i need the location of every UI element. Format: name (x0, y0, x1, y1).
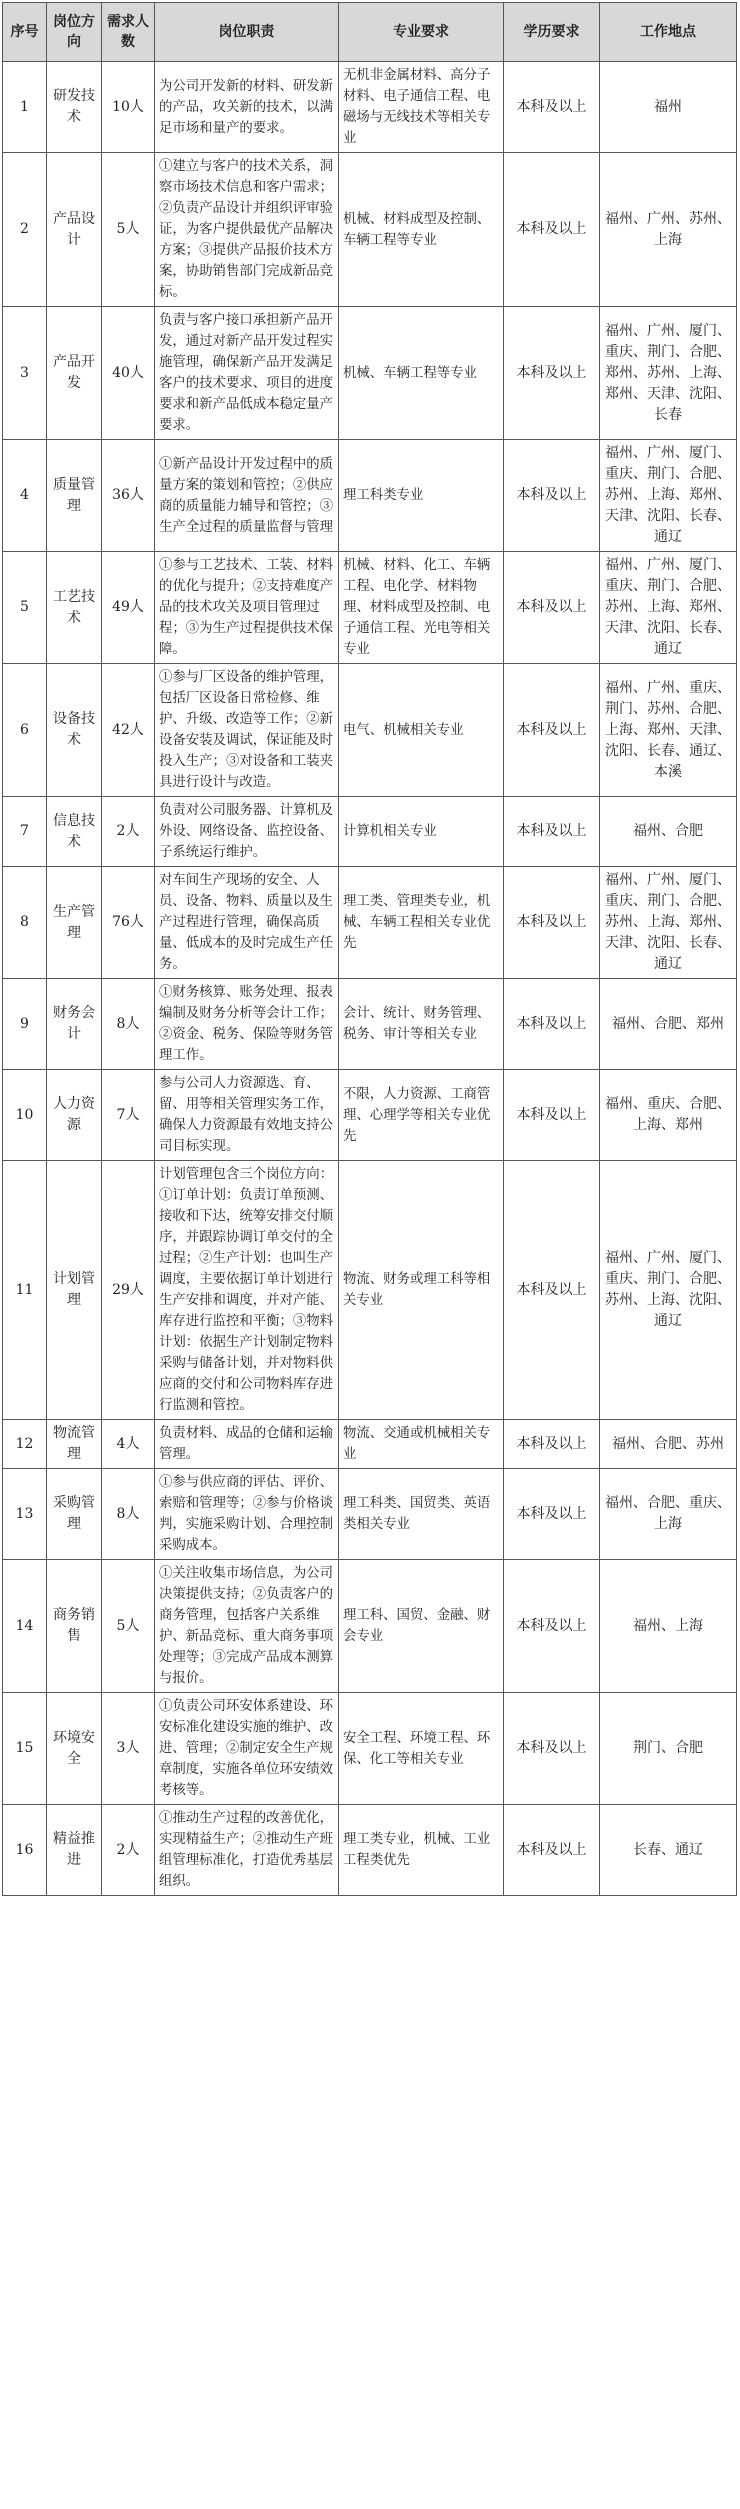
row-location: 长春、通辽 (600, 1805, 737, 1896)
row-major: 物流、财务或理工科等相关专业 (339, 1161, 504, 1420)
row-count: 29人 (102, 1161, 155, 1420)
row-num: 1 (3, 62, 47, 153)
row-major: 会计、统计、财务管理、税务、审计等相关专业 (339, 979, 504, 1070)
row-location: 福州、上海 (600, 1560, 737, 1693)
row-major: 安全工程、环境工程、环保、化工等相关专业 (339, 1693, 504, 1805)
header-num: 序号 (3, 3, 47, 62)
row-duties: 负责对公司服务器、计算机及外设、网络设备、监控设备、子系统运行维护。 (155, 797, 339, 867)
row-education: 本科及以上 (504, 664, 600, 797)
row-direction: 物流管理 (47, 1420, 102, 1469)
row-education: 本科及以上 (504, 1560, 600, 1693)
row-duties: ①关注收集市场信息，为公司决策提供支持；②负责客户的商务管理，包括客户关系维护、新品竞标、重大商务事项处理等；③完成产品成本测算与报价。 (155, 1560, 339, 1693)
row-location: 福州、合肥、苏州 (600, 1420, 737, 1469)
header-location: 工作地点 (600, 3, 737, 62)
row-direction: 设备技术 (47, 664, 102, 797)
table-row (3, 1070, 737, 1161)
row-education: 本科及以上 (504, 552, 600, 664)
header-row (3, 3, 737, 62)
row-education: 本科及以上 (504, 867, 600, 979)
row-duties: ①负责公司环安体系建设、环安标准化建设实施的维护、改进、管理；②制定安全生产规章制度，实施各单位环安绩效考核等。 (155, 1693, 339, 1805)
row-duties: 计划管理包含三个岗位方向：①订单计划：负责订单预测、接收和下达，统筹安排交付顺序，并跟踪协调订单交付的全过程；②生产计划：也叫生产调度，主要依据订单计划进行生产安排和调度，并对产能、库存进行监控和平衡；③物料计划：依据生产计划制定物料采购与储备计划，并对物料供应商的交付和公司物料库存进行监测和管控。 (155, 1161, 339, 1420)
row-major: 不限，人力资源、工商管理、心理学等相关专业优先 (339, 1070, 504, 1161)
row-location: 福州、广州、苏州、上海 (600, 153, 737, 307)
table-row (3, 979, 737, 1070)
row-num: 2 (3, 153, 47, 307)
row-direction: 产品开发 (47, 307, 102, 440)
row-location: 福州、广州、厦门、重庆、荆门、合肥、苏州、上海、郑州、天津、沈阳、长春、通辽 (600, 867, 737, 979)
table-row (3, 1805, 737, 1896)
row-count: 76人 (102, 867, 155, 979)
row-major: 理工科类专业 (339, 440, 504, 552)
row-major: 机械、材料、化工、车辆工程、电化学、材料物理、材料成型及控制、电子通信工程、光电等相关专业 (339, 552, 504, 664)
row-direction: 信息技术 (47, 797, 102, 867)
table-row (3, 307, 737, 440)
row-direction: 精益推进 (47, 1805, 102, 1896)
row-count: 5人 (102, 153, 155, 307)
row-count: 8人 (102, 1469, 155, 1560)
row-count: 2人 (102, 1805, 155, 1896)
table-row (3, 664, 737, 797)
table-row (3, 1693, 737, 1805)
row-major: 理工科、国贸、金融、财会专业 (339, 1560, 504, 1693)
row-num: 11 (3, 1161, 47, 1420)
table-row (3, 1161, 737, 1420)
row-count: 4人 (102, 1420, 155, 1469)
row-duties: ①参与供应商的评估、评价、索赔和管理等；②参与价格谈判，实施采购计划、合理控制采购成本。 (155, 1469, 339, 1560)
row-direction: 产品设计 (47, 153, 102, 307)
row-num: 8 (3, 867, 47, 979)
row-duties: 负责材料、成品的仓储和运输管理。 (155, 1420, 339, 1469)
row-count: 10人 (102, 62, 155, 153)
row-count: 40人 (102, 307, 155, 440)
row-direction: 财务会计 (47, 979, 102, 1070)
row-count: 3人 (102, 1693, 155, 1805)
row-education: 本科及以上 (504, 1420, 600, 1469)
row-duties: ①推动生产过程的改善优化，实现精益生产；②推动生产班组管理标准化，打造优秀基层组织。 (155, 1805, 339, 1896)
row-location: 福州、合肥、重庆、上海 (600, 1469, 737, 1560)
row-education: 本科及以上 (504, 1805, 600, 1896)
table-row (3, 867, 737, 979)
table-row (3, 440, 737, 552)
header-count: 需求人数 (102, 3, 155, 62)
header-duties: 岗位职责 (155, 3, 339, 62)
row-duties: 对车间生产现场的安全、人员、设备、物料、质量以及生产过程进行管理，确保高质量、低成本的及时完成生产任务。 (155, 867, 339, 979)
row-major: 理工类专业，机械、工业工程类优先 (339, 1805, 504, 1896)
table-row (3, 62, 737, 153)
row-duties: 为公司开发新的材料、研发新的产品，攻关新的技术，以满足市场和量产的要求。 (155, 62, 339, 153)
row-duties: ①新产品设计开发过程中的质量方案的策划和管控；②供应商的质量能力辅导和管控；③生产全过程的质量监督与管理 (155, 440, 339, 552)
row-count: 5人 (102, 1560, 155, 1693)
row-major: 机械、材料成型及控制、车辆工程等专业 (339, 153, 504, 307)
row-direction: 环境安全 (47, 1693, 102, 1805)
row-count: 42人 (102, 664, 155, 797)
row-count: 36人 (102, 440, 155, 552)
row-num: 16 (3, 1805, 47, 1896)
row-education: 本科及以上 (504, 1469, 600, 1560)
row-num: 13 (3, 1469, 47, 1560)
header-direction: 岗位方向 (47, 3, 102, 62)
row-num: 7 (3, 797, 47, 867)
table-row (3, 552, 737, 664)
row-direction: 质量管理 (47, 440, 102, 552)
row-num: 5 (3, 552, 47, 664)
table-row (3, 1560, 737, 1693)
row-location: 福州、广州、厦门、重庆、荆门、合肥、苏州、上海、沈阳、通辽 (600, 1161, 737, 1420)
row-education: 本科及以上 (504, 307, 600, 440)
row-education: 本科及以上 (504, 1161, 600, 1420)
row-location: 荆门、合肥 (600, 1693, 737, 1805)
row-duties: ①建立与客户的技术关系，洞察市场技术信息和客户需求；②负责产品设计并组织评审验证，为客户提供最优产品解决方案；③提供产品报价技术方案，协助销售部门完成新品竞标。 (155, 153, 339, 307)
header-education: 学历要求 (504, 3, 600, 62)
recruitment-table (2, 2, 737, 1896)
table-row (3, 153, 737, 307)
header-major: 专业要求 (339, 3, 504, 62)
row-education: 本科及以上 (504, 153, 600, 307)
row-num: 12 (3, 1420, 47, 1469)
row-education: 本科及以上 (504, 1070, 600, 1161)
row-location: 福州、合肥 (600, 797, 737, 867)
row-education: 本科及以上 (504, 440, 600, 552)
row-major: 电气、机械相关专业 (339, 664, 504, 797)
row-education: 本科及以上 (504, 62, 600, 153)
row-num: 3 (3, 307, 47, 440)
row-direction: 研发技术 (47, 62, 102, 153)
row-num: 10 (3, 1070, 47, 1161)
row-direction: 采购管理 (47, 1469, 102, 1560)
row-major: 机械、车辆工程等专业 (339, 307, 504, 440)
row-major: 无机非金属材料、高分子材料、电子通信工程、电磁场与无线技术等相关专业 (339, 62, 504, 153)
row-num: 9 (3, 979, 47, 1070)
row-count: 8人 (102, 979, 155, 1070)
row-num: 6 (3, 664, 47, 797)
row-location: 福州、广州、厦门、重庆、荆门、合肥、苏州、上海、郑州、天津、沈阳、长春、通辽 (600, 440, 737, 552)
row-location: 福州、广州、厦门、重庆、荆门、合肥、郑州、苏州、上海、郑州、天津、沈阳、长春 (600, 307, 737, 440)
table-row (3, 1420, 737, 1469)
row-location: 福州、合肥、郑州 (600, 979, 737, 1070)
row-direction: 计划管理 (47, 1161, 102, 1420)
row-duties: ①参与工艺技术、工装、材料的优化与提升；②支持难度产品的技术攻关及项目管理过程；③为生产过程提供技术保障。 (155, 552, 339, 664)
row-major: 理工科类、国贸类、英语类相关专业 (339, 1469, 504, 1560)
row-direction: 商务销售 (47, 1560, 102, 1693)
row-num: 4 (3, 440, 47, 552)
row-duties: ①参与厂区设备的维护管理，包括厂区设备日常检修、维护、升级、改造等工作；②新设备安装及调试，保证能及时投入生产；③对设备和工装夹具进行设计与改造。 (155, 664, 339, 797)
row-location: 福州、广州、重庆、荆门、苏州、合肥、上海、郑州、天津、沈阳、长春、通辽、本溪 (600, 664, 737, 797)
row-education: 本科及以上 (504, 979, 600, 1070)
row-education: 本科及以上 (504, 1693, 600, 1805)
row-duties: ①财务核算、账务处理、报表编制及财务分析等会计工作；②资金、税务、保险等财务管理工作。 (155, 979, 339, 1070)
row-major: 计算机相关专业 (339, 797, 504, 867)
table-row (3, 1469, 737, 1560)
row-count: 2人 (102, 797, 155, 867)
row-major: 理工类、管理类专业，机械、车辆工程相关专业优先 (339, 867, 504, 979)
row-num: 15 (3, 1693, 47, 1805)
row-major: 物流、交通或机械相关专业 (339, 1420, 504, 1469)
row-location: 福州、重庆、合肥、上海、郑州 (600, 1070, 737, 1161)
row-education: 本科及以上 (504, 797, 600, 867)
row-duties: 负责与客户接口承担新产品开发，通过对新产品开发过程实施管理，确保新产品开发满足客户的技术要求、项目的进度要求和新产品低成本稳定量产要求。 (155, 307, 339, 440)
row-duties: 参与公司人力资源选、育、留、用等相关管理实务工作，确保人力资源最有效地支持公司目标实现。 (155, 1070, 339, 1161)
row-num: 14 (3, 1560, 47, 1693)
row-count: 49人 (102, 552, 155, 664)
row-location: 福州、广州、厦门、重庆、荆门、合肥、苏州、上海、郑州、天津、沈阳、长春、通辽 (600, 552, 737, 664)
row-direction: 工艺技术 (47, 552, 102, 664)
row-direction: 人力资源 (47, 1070, 102, 1161)
row-location: 福州 (600, 62, 737, 153)
table-row (3, 797, 737, 867)
row-direction: 生产管理 (47, 867, 102, 979)
row-count: 7人 (102, 1070, 155, 1161)
